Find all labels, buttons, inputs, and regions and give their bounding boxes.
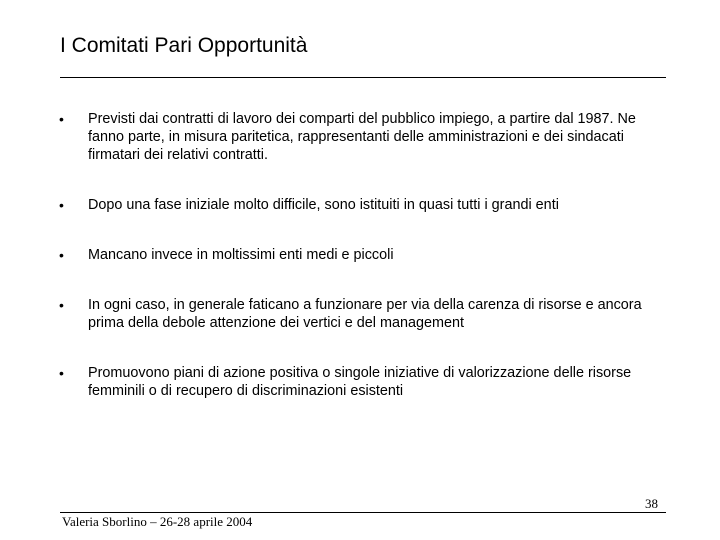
page-number: 38: [645, 496, 658, 511]
bullet-text: In ogni caso, in generale faticano a funzionare per via della carenza di risorse e ancora prima della debole attenzione dei vertici e del management: [88, 297, 642, 331]
bullet-icon: •: [59, 297, 64, 313]
bullet-icon: •: [59, 247, 64, 263]
list-item: [56, 246, 656, 264]
footer-divider: [60, 512, 666, 513]
bullet-icon: •: [59, 365, 64, 381]
list-item: [56, 196, 656, 214]
title-divider: [60, 77, 666, 78]
bullet-text: Promuovono piani di azione positiva o singole iniziative di valorizzazione delle risorse femminili o di recupero di discriminazioni esistenti: [88, 365, 632, 399]
bullet-text: Previsti dai contratti di lavoro dei comparti del pubblico impiego, a partire dal 1987. Ne fanno parte, in misura paritetica, rappresentanti delle amministrazioni e dei sindacati firmatari dei relativi contratti.: [88, 111, 636, 163]
bullet-text: Mancano invece in moltissimi enti medi e piccoli: [88, 247, 394, 263]
footer-author: Valeria Sborlino – 26-28 aprile 2004: [62, 514, 253, 529]
bullet-icon: •: [59, 111, 64, 127]
bullet-list: [56, 110, 656, 400]
list-item: [56, 110, 656, 164]
list-item: [56, 296, 656, 332]
bullet-text: Dopo una fase iniziale molto difficile, sono istituiti in quasi tutti i grandi enti: [88, 197, 559, 213]
bullet-icon: •: [59, 197, 64, 213]
list-item: [56, 364, 656, 400]
slide-title: I Comitati Pari Opportunità: [60, 34, 308, 57]
